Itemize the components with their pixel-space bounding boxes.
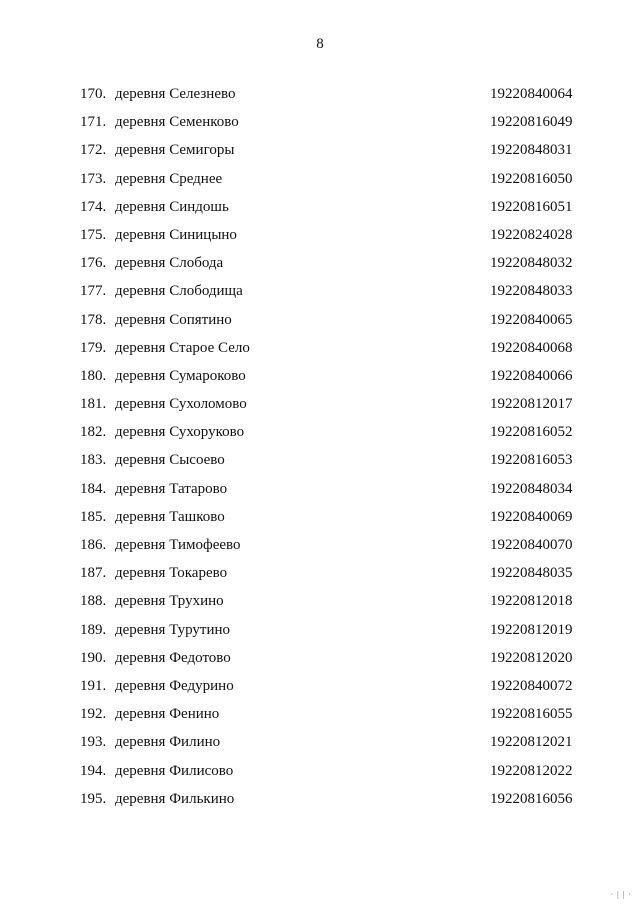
page-number: 8 bbox=[316, 36, 324, 52]
item-code: 19220840069 bbox=[490, 508, 573, 525]
item-code: 19220840064 bbox=[490, 86, 573, 102]
list-item bbox=[0, 728, 640, 756]
list-item bbox=[0, 390, 640, 418]
item-number: 181. bbox=[80, 396, 107, 413]
item-name: деревня Сысоево bbox=[115, 452, 225, 469]
list-item bbox=[0, 249, 640, 277]
item-code: 19220812021 bbox=[490, 734, 573, 751]
item-number: 182. bbox=[80, 424, 107, 441]
item-name: деревня Сухоруково bbox=[115, 424, 245, 441]
item-number: 175. bbox=[80, 226, 107, 243]
item-number: 172. bbox=[80, 142, 107, 159]
item-name: деревня Синицыно bbox=[115, 226, 237, 243]
item-number: 170. bbox=[80, 86, 107, 102]
item-code: 19220816050 bbox=[490, 170, 573, 187]
item-name: деревня Сопятино bbox=[115, 311, 232, 328]
list-item bbox=[0, 277, 640, 305]
item-code: 19220812019 bbox=[490, 621, 573, 638]
list-item bbox=[0, 306, 640, 334]
item-name: деревня Турутино bbox=[115, 621, 231, 638]
list-item bbox=[0, 785, 640, 813]
item-number: 185. bbox=[80, 508, 107, 525]
item-code: 19220812020 bbox=[490, 649, 573, 666]
item-code: 19220816049 bbox=[490, 114, 573, 131]
item-code: 19220840070 bbox=[490, 537, 573, 553]
item-name: деревня Федурино bbox=[115, 677, 234, 694]
item-name: деревня Федотово bbox=[115, 649, 231, 666]
item-name: деревня Токарево bbox=[115, 565, 228, 582]
list-item bbox=[0, 644, 640, 672]
item-name: деревня Селезнево bbox=[115, 86, 236, 102]
list-item bbox=[0, 587, 640, 615]
list-item bbox=[0, 108, 640, 136]
item-name: деревня Слободища bbox=[115, 283, 243, 300]
item-number: 192. bbox=[80, 706, 107, 723]
settlement-list bbox=[0, 80, 640, 813]
item-code: 19220840068 bbox=[490, 339, 573, 356]
item-number: 186. bbox=[80, 537, 107, 553]
item-number: 195. bbox=[80, 790, 107, 807]
item-name: деревня Филино bbox=[115, 734, 221, 751]
item-number: 178. bbox=[80, 311, 107, 328]
item-number: 191. bbox=[80, 677, 107, 694]
item-number: 176. bbox=[80, 255, 107, 272]
list-item bbox=[0, 334, 640, 362]
item-number: 179. bbox=[80, 339, 107, 356]
item-number: 174. bbox=[80, 198, 107, 215]
item-name: деревня Семенково bbox=[115, 114, 239, 131]
list-item bbox=[0, 80, 640, 108]
list-item bbox=[0, 672, 640, 700]
list-item bbox=[0, 362, 640, 390]
item-number: 189. bbox=[80, 621, 107, 638]
item-name: деревня Трухино bbox=[115, 593, 224, 610]
list-item bbox=[0, 616, 640, 644]
item-number: 188. bbox=[80, 593, 107, 610]
item-code: 19220848035 bbox=[490, 565, 573, 582]
item-code: 19220812018 bbox=[490, 593, 573, 610]
item-code: 19220816056 bbox=[490, 790, 573, 807]
item-name: деревня Сухоломово bbox=[115, 396, 247, 413]
item-number: 177. bbox=[80, 283, 107, 300]
item-name: деревня Ташково bbox=[115, 508, 225, 525]
item-number: 184. bbox=[80, 480, 107, 497]
item-name: деревня Слобода bbox=[115, 255, 224, 272]
list-item bbox=[0, 418, 640, 446]
list-item bbox=[0, 165, 640, 193]
item-code: 19220840072 bbox=[490, 677, 573, 694]
item-name: деревня Филькино bbox=[115, 790, 235, 807]
item-code: 19220848034 bbox=[490, 480, 573, 497]
item-number: 183. bbox=[80, 452, 107, 469]
item-code: 19220816052 bbox=[490, 424, 573, 441]
item-name: деревня Среднее bbox=[115, 170, 223, 187]
item-code: 19220824028 bbox=[490, 226, 573, 243]
list-item bbox=[0, 559, 640, 587]
item-number: 180. bbox=[80, 367, 107, 384]
list-item bbox=[0, 757, 640, 785]
item-code: 19220816053 bbox=[490, 452, 573, 469]
item-code: 19220816051 bbox=[490, 198, 573, 215]
item-name: деревня Синдошь bbox=[115, 198, 229, 215]
item-name: деревня Сумароково bbox=[115, 367, 246, 384]
item-code: 19220812017 bbox=[490, 396, 573, 413]
item-name: деревня Тимофеево bbox=[115, 537, 241, 553]
item-number: 187. bbox=[80, 565, 107, 582]
item-name: деревня Семигоры bbox=[115, 142, 235, 159]
item-number: 190. bbox=[80, 649, 107, 666]
list-item bbox=[0, 475, 640, 503]
item-code: 19220812022 bbox=[490, 762, 573, 779]
item-code: 19220840066 bbox=[490, 367, 573, 384]
list-item bbox=[0, 700, 640, 728]
list-item bbox=[0, 503, 640, 531]
scan-artifact: · | | · bbox=[610, 890, 632, 899]
item-code: 19220848032 bbox=[490, 255, 573, 272]
list-item bbox=[0, 193, 640, 221]
item-name: деревня Старое Село bbox=[115, 339, 250, 356]
item-number: 193. bbox=[80, 734, 107, 751]
list-item bbox=[0, 531, 640, 559]
item-name: деревня Филисово bbox=[115, 762, 234, 779]
item-name: деревня Татарово bbox=[115, 480, 228, 497]
item-number: 173. bbox=[80, 170, 107, 187]
item-code: 19220848031 bbox=[490, 142, 573, 159]
item-number: 171. bbox=[80, 114, 107, 131]
list-item bbox=[0, 221, 640, 249]
list-item bbox=[0, 446, 640, 474]
item-number: 194. bbox=[80, 762, 107, 779]
item-code: 19220848033 bbox=[490, 283, 573, 300]
item-name: деревня Фенино bbox=[115, 706, 220, 723]
item-code: 19220840065 bbox=[490, 311, 573, 328]
list-item bbox=[0, 136, 640, 164]
item-code: 19220816055 bbox=[490, 706, 573, 723]
